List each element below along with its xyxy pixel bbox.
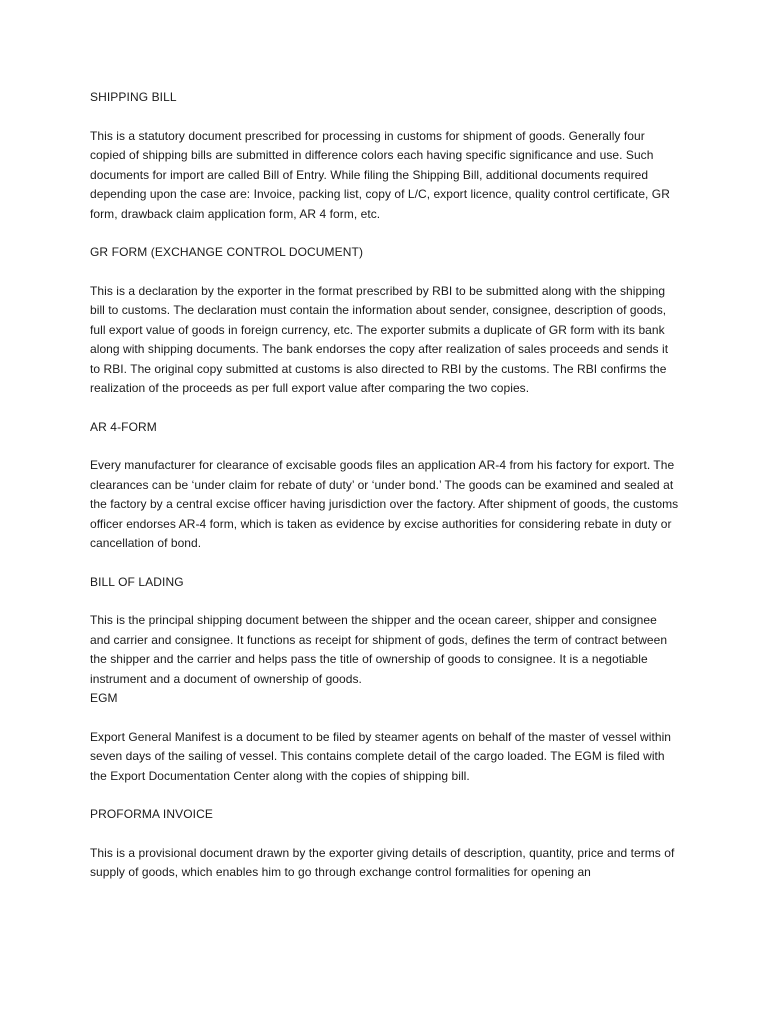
section-body-egm: Export General Manifest is a document to be filed by steamer agents on behalf of the master of vessel within seven days of the sailing of vessel. This contains complete detail of the cargo loaded. The EGM is filed with the Export Documentation Center along with the copies of shipping bill. — [90, 729, 672, 783]
section-heading-proforma-invoice: PROFORMA INVOICE — [90, 807, 213, 821]
section-heading-gr-form: GR FORM (EXCHANGE CONTROL DOCUMENT) — [90, 245, 364, 259]
section-heading-egm: EGM — [90, 691, 118, 705]
section-heading-bill-of-lading: BILL OF LADING — [90, 574, 184, 589]
section-body-shipping-bill: This is a statutory document prescribed for processing in customs for shipment of goods. Generally four copied of shipping bills are submitted in difference colors each having specific significance and use. Such documents for import are called Bill of Entry. While filing the Shipping Bill, additional documents required depending upon the case are: Invoice, packing list, copy of L/C, export licence, quality control certificate, GR form, drawback claim application form, AR 4 form, etc. — [90, 128, 670, 221]
section-body-proforma-invoice: This is a provisional document drawn by the exporter giving details of description, quantity, price and terms of supply of goods, which enables him to go through exchange control formalities for opening an — [90, 845, 675, 879]
section-heading-shipping-bill: SHIPPING BILL — [90, 90, 177, 104]
section-heading-ar4-form: AR 4-FORM — [90, 419, 157, 434]
section-body-bill-of-lading: This is the principal shipping document between the shipper and the ocean career, shipper and consignee and carrier and consignee. It functions as receipt for shipment of gods, defines the term of contract between the shipper and the carrier and helps pass the title of ownership of goods to consignee. It is a negotiable instrument and a document of ownership of goods. — [90, 613, 668, 686]
document-page — [90, 88, 680, 883]
section-body-ar4-form: Every manufacturer for clearance of excisable goods files an application AR-4 from his factory for export. The clearances can be ‘under claim for rebate of duty’ or ‘under bond.’ The goods can be examined and sealed at the factory by a central excise officer having jurisdiction over the factory. After shipment of goods, the customs officer endorses AR-4 form, which is taken as evidence by excise authorities for considering rebate in duty or cancellation of bond. — [90, 458, 679, 550]
section-body-gr-form: This is a declaration by the exporter in the format prescribed by RBI to be submitted along with the shipping bill to customs. The declaration must contain the information about sender, consignee, description of goods, full export value of goods in foreign currency, etc. The exporter submits a duplicate of GR form with its bank along with shipping documents. The bank endorses the copy after realization of sales proceeds and sends it to RBI. The original copy submitted at customs is also directed to RBI by the customs. The RBI confirms the realization of the proceeds as per full export value after comparing the two copies. — [90, 283, 669, 395]
